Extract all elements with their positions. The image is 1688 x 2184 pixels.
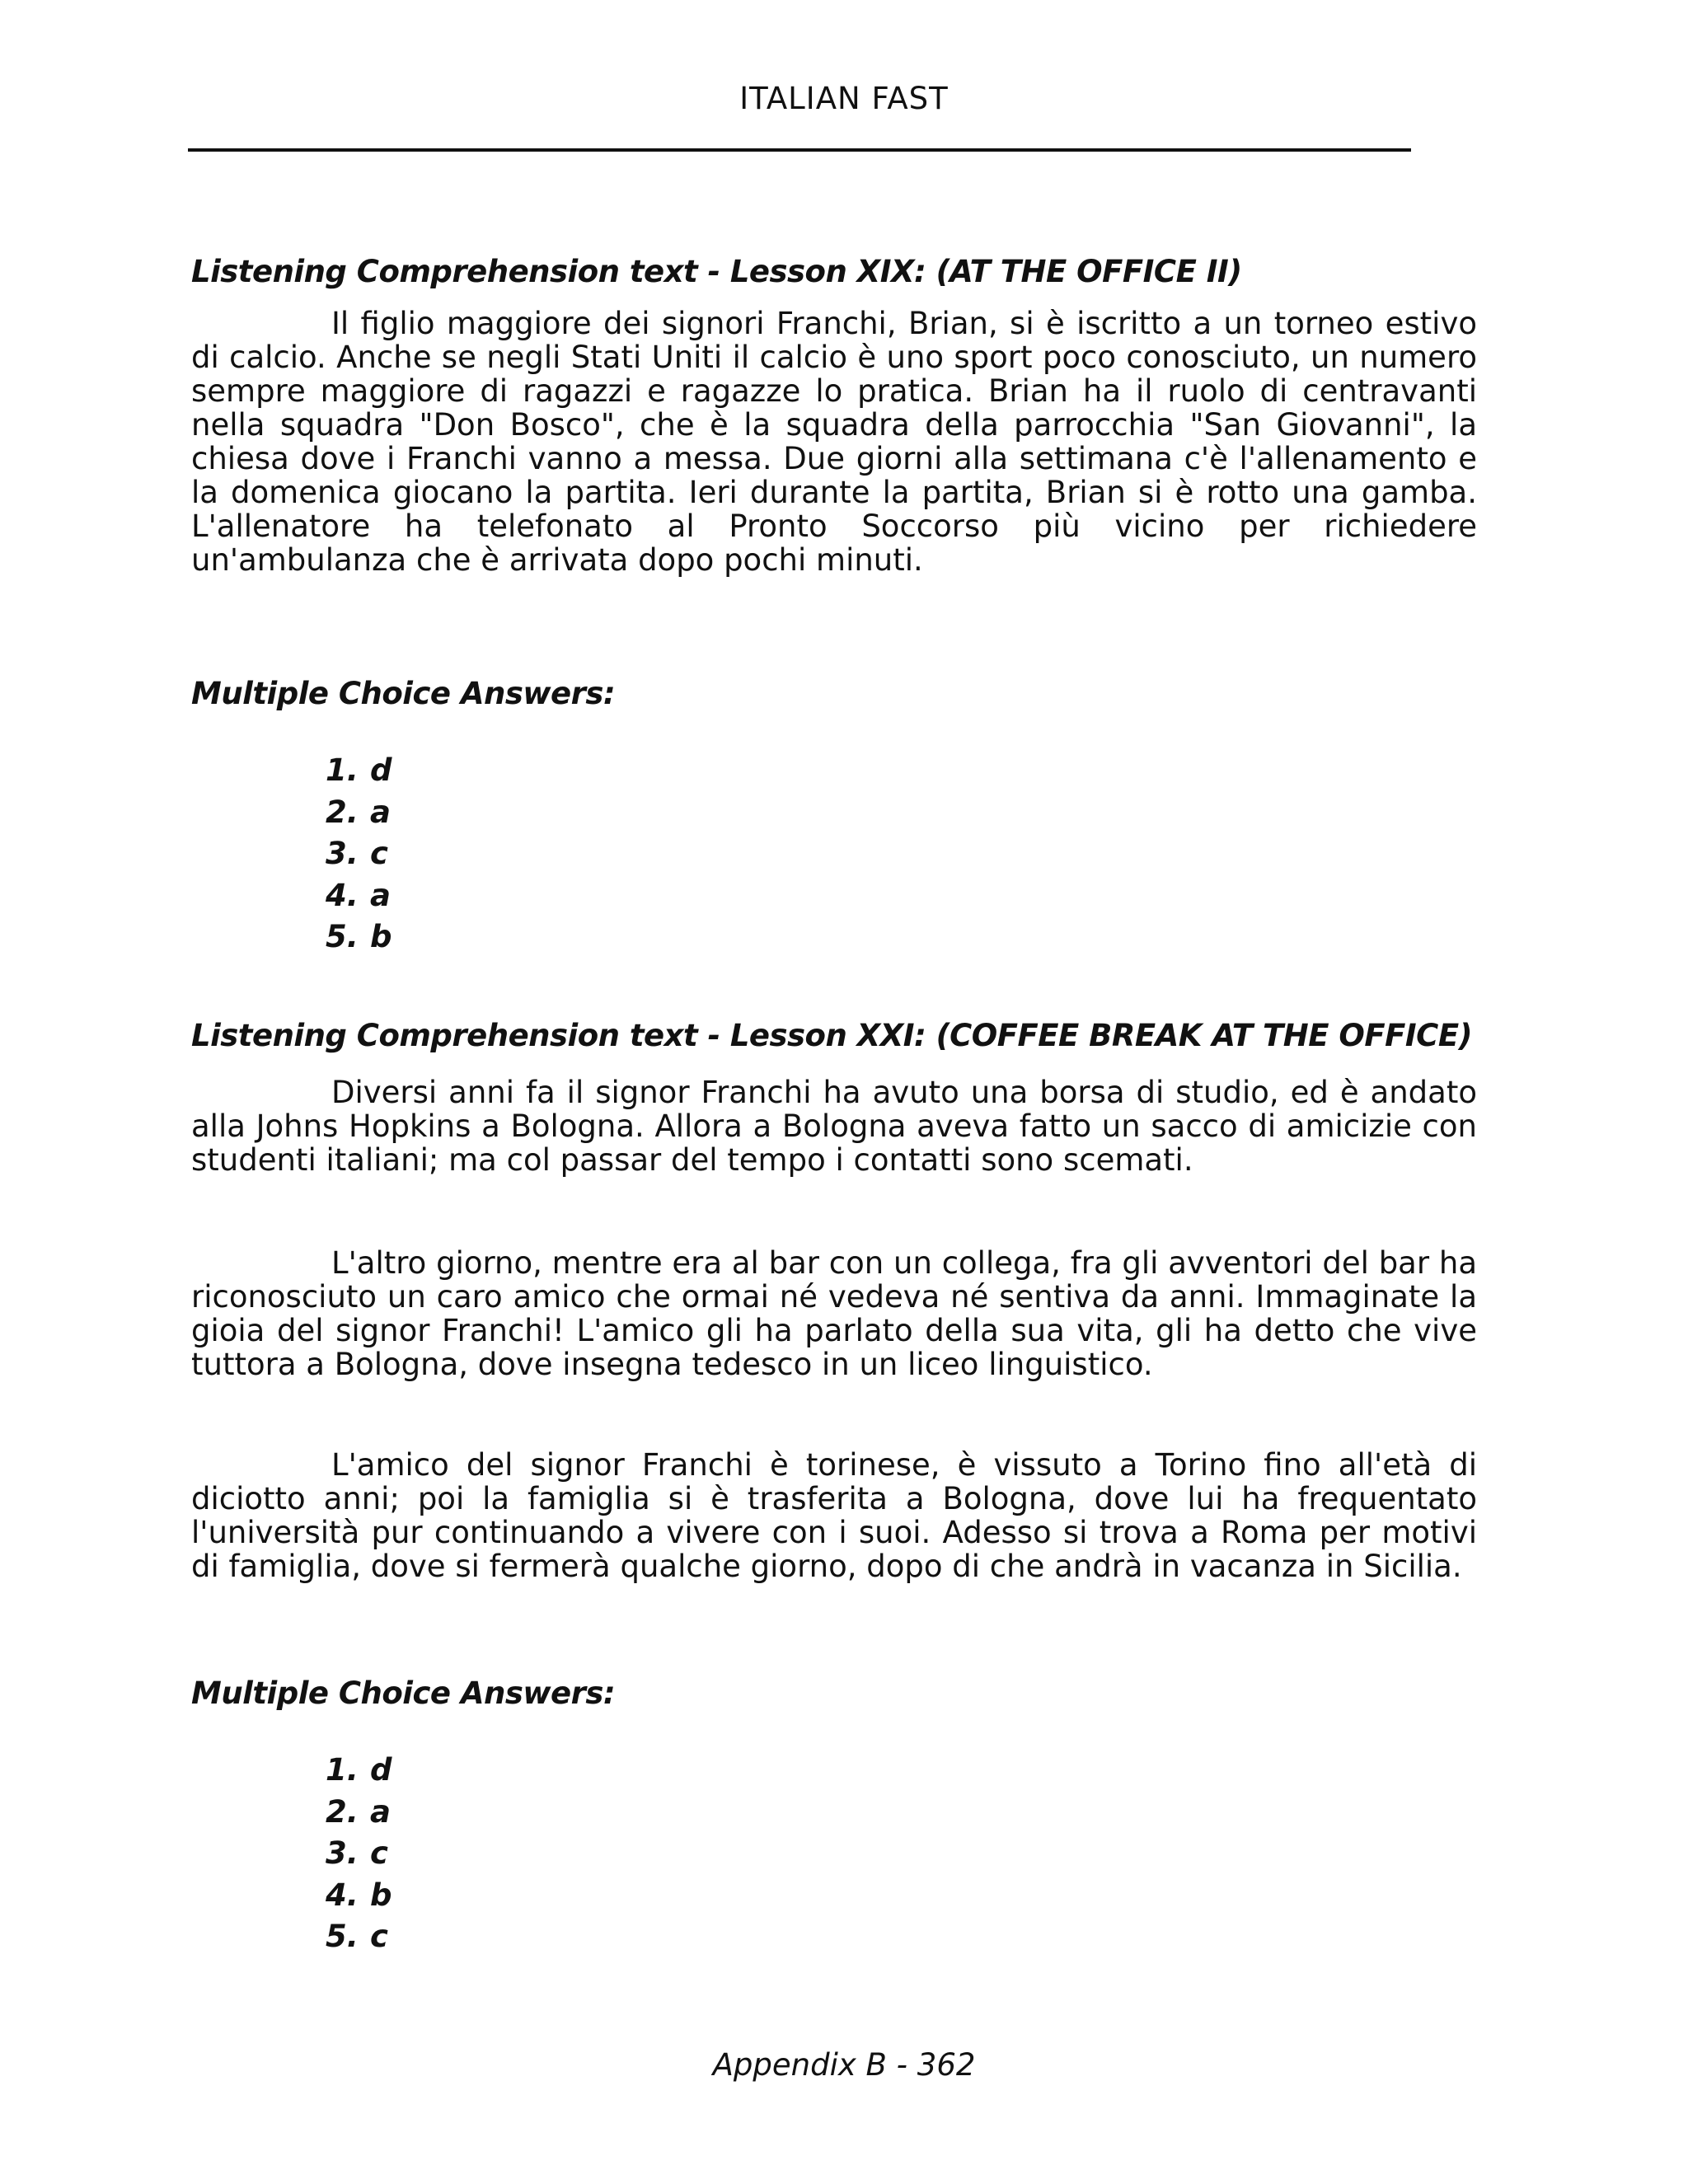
paragraph-lesson-21-2: L'altro giorno, mentre era al bar con un collega, fra gli avventori del bar ha riconosciuto un caro amico che ormai né vedeva né sentiva da anni. Immaginate la gioia del signor Franchi! L'amico gli ha parlato della sua vita, gli ha detto che vive tuttora a Bologna, dove insegna tedesco in un liceo linguistico. [191,1245,1477,1382]
section-heading-lesson-21: Listening Comprehension text - Lesson XXI: (COFFEE BREAK AT THE OFFICE) [191,1018,1473,1053]
answer-letter: c [370,1919,388,1954]
answer-number: 4. [326,877,359,913]
answer-letter: a [370,1793,391,1830]
answer-item [326,1750,392,1792]
page-folio: Appendix B - 362 [712,2047,976,2083]
answer-number: 4. [326,1877,359,1913]
answer-letter: a [370,794,391,830]
answer-letter: a [370,877,391,913]
paragraph-lesson-21-1: Diversi anni fa il signor Franchi ha avuto una borsa di studio, ed è andato alla Johns Hopkins a Bologna. Allora a Bologna aveva fatto un sacco di amicizie con studenti italiani; ma col passar del tempo i contatti sono scemati. [191,1075,1477,1178]
answer-letter: c [370,1835,388,1871]
answer-item [326,1833,392,1875]
answer-number: 2. [326,1793,359,1830]
answer-item [326,833,392,875]
answers-heading-lesson-19: Multiple Choice Answers: [191,676,616,711]
header-rule [188,148,1411,152]
answer-item [326,875,392,917]
answer-item [326,750,392,792]
answer-item [326,1875,392,1917]
answer-number: 2. [326,794,359,830]
running-head: ITALIAN FAST [739,81,949,116]
answer-letter: d [370,752,392,788]
answer-number: 1. [326,1752,359,1788]
answer-letter: b [370,919,392,954]
answer-number: 5. [326,919,359,954]
paragraph-lesson-19: Il figlio maggiore dei signori Franchi, Brian, si è iscritto a un torneo estivo di calcio. Anche se negli Stati Uniti il calcio è uno sport poco conosciuto, un numero sempre maggiore di ragazzi e ragazze lo pratica. Brian ha il ruolo di centravanti nella squadra "Don Bosco", che è la squadra della parrocchia "San Giovanni", la chiesa dove i Franchi vanno a messa. Due giorni alla settimana c'è l'allenamento e la domenica giocano la partita. Ieri durante la partita, Brian si è rotto una gamba. L'allenatore ha telefonato al Pronto Soccorso più vicino per richiedere un'ambulanza che è arrivata dopo pochi minuti. [191,306,1477,578]
section-heading-lesson-19: Listening Comprehension text - Lesson XIX: (AT THE OFFICE II) [191,254,1242,289]
answer-number: 3. [326,836,359,871]
answer-number: 1. [326,752,359,788]
answers-list-lesson-21 [326,1750,392,1958]
answer-item [326,792,392,834]
answer-item [326,1916,392,1958]
answer-number: 5. [326,1919,359,1954]
answers-heading-lesson-21: Multiple Choice Answers: [191,1675,616,1711]
answer-item [326,1792,392,1834]
answer-letter: b [370,1877,392,1913]
answers-list-lesson-19 [326,750,392,958]
answer-number: 3. [326,1835,359,1871]
paragraph-lesson-21-3: L'amico del signor Franchi è torinese, è vissuto a Torino fino all'età di diciotto anni; poi la famiglia si è trasferita a Bologna, dove lui ha frequentato l'università pur continuando a vivere con i suoi. Adesso si trova a Roma per motivi di famiglia, dove si fermerà qualche giorno, dopo di che andrà in vacanza in Sicilia. [191,1447,1477,1584]
answer-item [326,916,392,958]
answer-letter: d [370,1752,392,1788]
answer-letter: c [370,836,388,871]
